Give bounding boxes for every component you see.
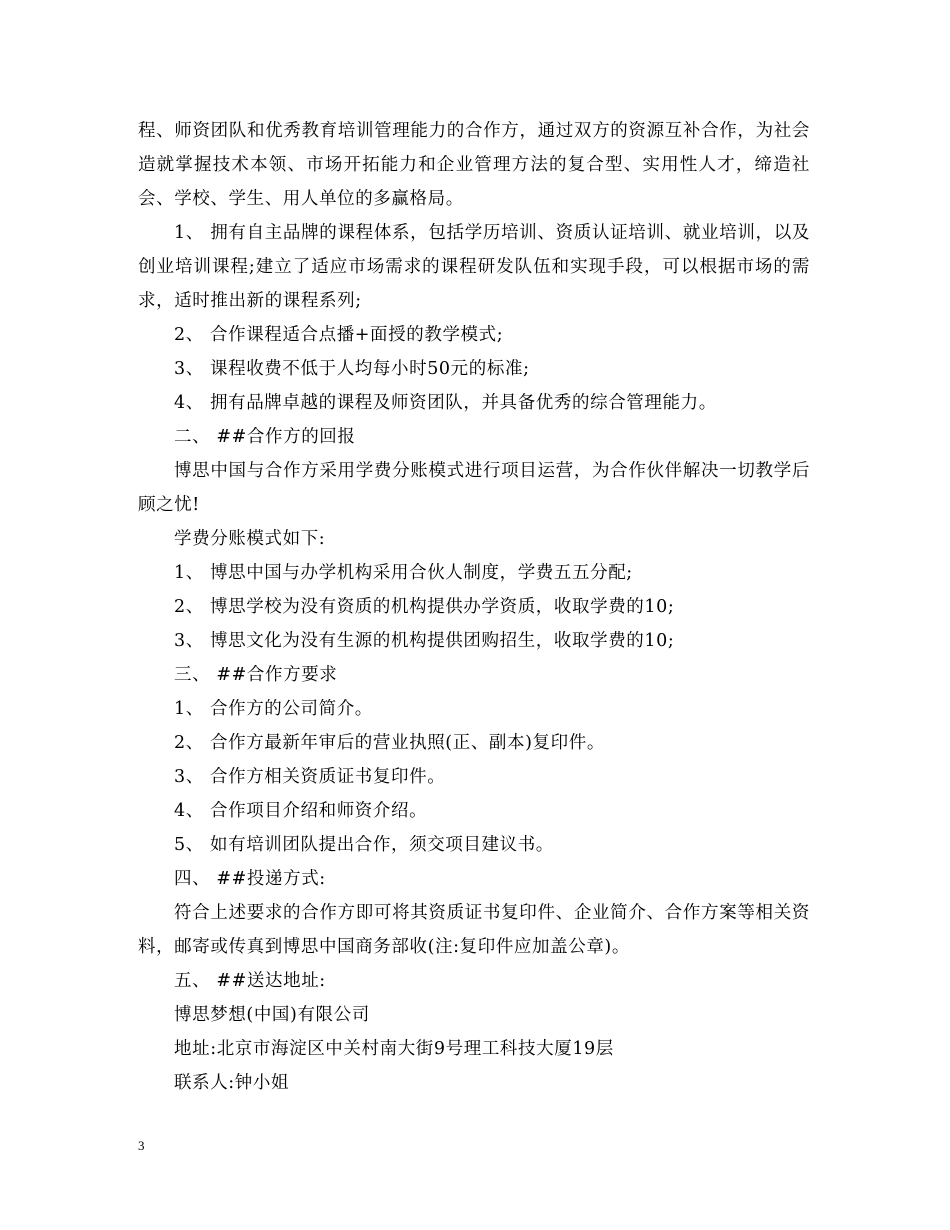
document-body xyxy=(138,114,810,1100)
list-item-4: 4、 拥有品牌卓越的课程及师资团队，并具备优秀的综合管理能力。 xyxy=(174,393,717,413)
list-item-1: 1、 拥有自主品牌的课程体系，包括学历培训、资质认证培训、就业培训，以及创业培训课程;建立了适应市场需求的课程研发队伍和实现手段，可以根据市场的需求，适时推出新的课程系列; xyxy=(138,223,810,311)
revenue-item-1: 1、 博思中国与办学机构采用合伙人制度，学费五五分配; xyxy=(174,563,633,583)
requirement-item-3: 3、 合作方相关资质证书复印件。 xyxy=(174,767,446,787)
paragraph-revenue: 博思中国与合作方采用学费分账模式进行项目运营，为合作伙伴解决一切教学后顾之忧! xyxy=(138,461,810,515)
list-item-2: 2、 合作课程适合点播+面授的教学模式; xyxy=(174,325,504,345)
section-heading-5: 五、 ##送达地址: xyxy=(174,971,326,991)
paragraph-submission: 符合上述要求的合作方即可将其资质证书复印件、企业简介、合作方案等相关资料，邮寄或传真到博思中国商务部收(注:复印件应加盖公章)。 xyxy=(138,903,810,957)
requirement-item-1: 1、 合作方的公司简介。 xyxy=(174,699,373,719)
section-heading-3: 三、 ##合作方要求 xyxy=(174,665,338,685)
list-item-3: 3、 课程收费不低于人均每小时50元的标准; xyxy=(174,359,530,379)
company-address: 地址:北京市海淀区中关村南大街9号理工科技大厦19层 xyxy=(174,1039,614,1059)
section-heading-2: 二、 ##合作方的回报 xyxy=(174,427,356,447)
requirement-item-5: 5、 如有培训团队提出合作，须交项目建议书。 xyxy=(174,835,554,855)
requirement-item-4: 4、 合作项目介绍和师资介绍。 xyxy=(174,801,428,821)
company-name: 博思梦想(中国)有限公司 xyxy=(174,1005,370,1025)
page-number: 3 xyxy=(138,1138,145,1153)
requirement-item-2: 2、 合作方最新年审后的营业执照(正、副本)复印件。 xyxy=(174,733,605,753)
section-heading-4: 四、 ##投递方式: xyxy=(174,869,326,889)
revenue-item-2: 2、 博思学校为没有资质的机构提供办学资质，收取学费的10; xyxy=(174,597,675,617)
paragraph-intro: 程、师资团队和优秀教育培训管理能力的合作方，通过双方的资源互补合作，为社会造就掌握技术本领、市场开拓能力和企业管理方法的复合型、实用性人才，缔造社会、学校、学生、用人单位的多赢格局。 xyxy=(138,121,810,209)
paragraph-revenue-mode: 学费分账模式如下: xyxy=(174,529,326,549)
revenue-item-3: 3、 博思文化为没有生源的机构提供团购招生，收取学费的10; xyxy=(174,631,675,651)
contact-person: 联系人:钟小姐 xyxy=(174,1073,290,1093)
